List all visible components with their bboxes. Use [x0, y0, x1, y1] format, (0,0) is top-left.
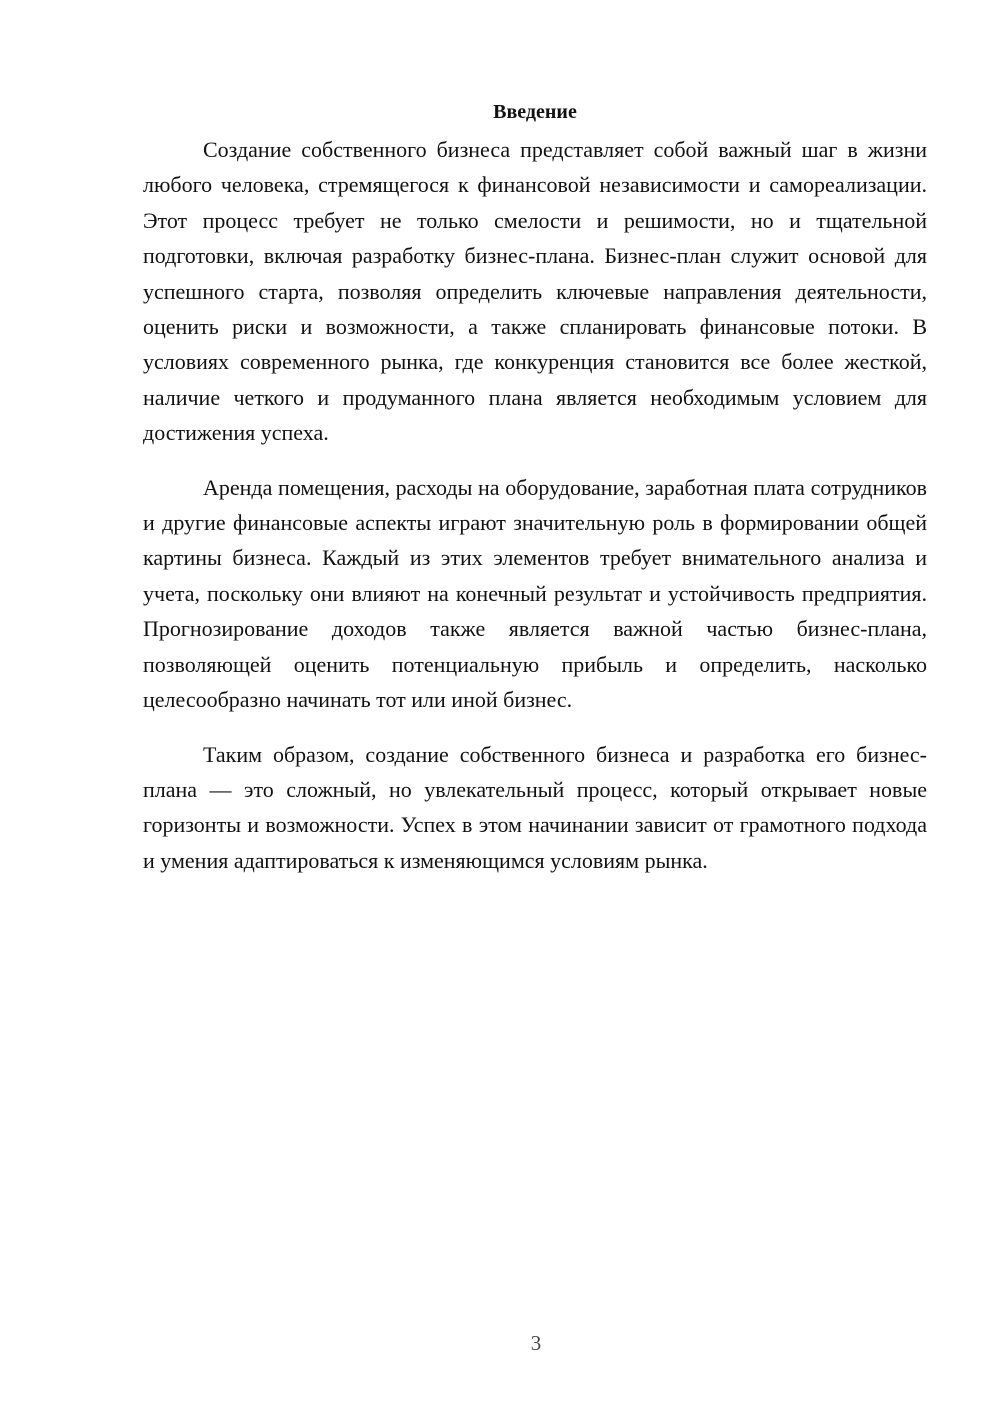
paragraph-finances: Аренда помещения, расходы на оборудование, заработная плата сотрудников и другие финансовые аспекты играют значительную роль в формировании общей картины бизнеса. Каждый из этих элементов требует внимательного анализа и учета, поскольку они влияют на конечный результат и устойчивость предприятия. Прогнозирование доходов также является важной частью бизнес-плана, позволяющей оценить потенциальную прибыль и определить, насколько целесообразно начинать тот или иной бизнес. — [143, 474, 927, 713]
page-content — [143, 96, 927, 897]
paragraph-conclusion: Таким образом, создание собственного бизнеса и разработка его бизнес-плана — это сложный, но увлекательный процесс, который открывает новые горизонты и возможности. Успех в этом начинании зависит от грамотного подхода и умения адаптироваться к изменяющимся условиям рынка. — [143, 741, 927, 873]
page-number: 3 — [530, 1331, 542, 1355]
paragraph-intro: Создание собственного бизнеса представляет собой важный шаг в жизни любого человека, стремящегося к финансовой независимости и самореализации. Этот процесс требует не только смелости и решимости, но и тщательной подготовки, включая разработку бизнес-плана. Бизнес-план служит основой для успешного старта, позволяя определить ключевые направления деятельности, оценить риски и возможности, а также спланировать финансовые потоки. В условиях современного рынка, где конкуренция становится все более жесткой, наличие четкого и продуманного плана является необходимым условием для достижения успеха. — [143, 137, 927, 446]
section-heading: Введение — [493, 101, 577, 123]
